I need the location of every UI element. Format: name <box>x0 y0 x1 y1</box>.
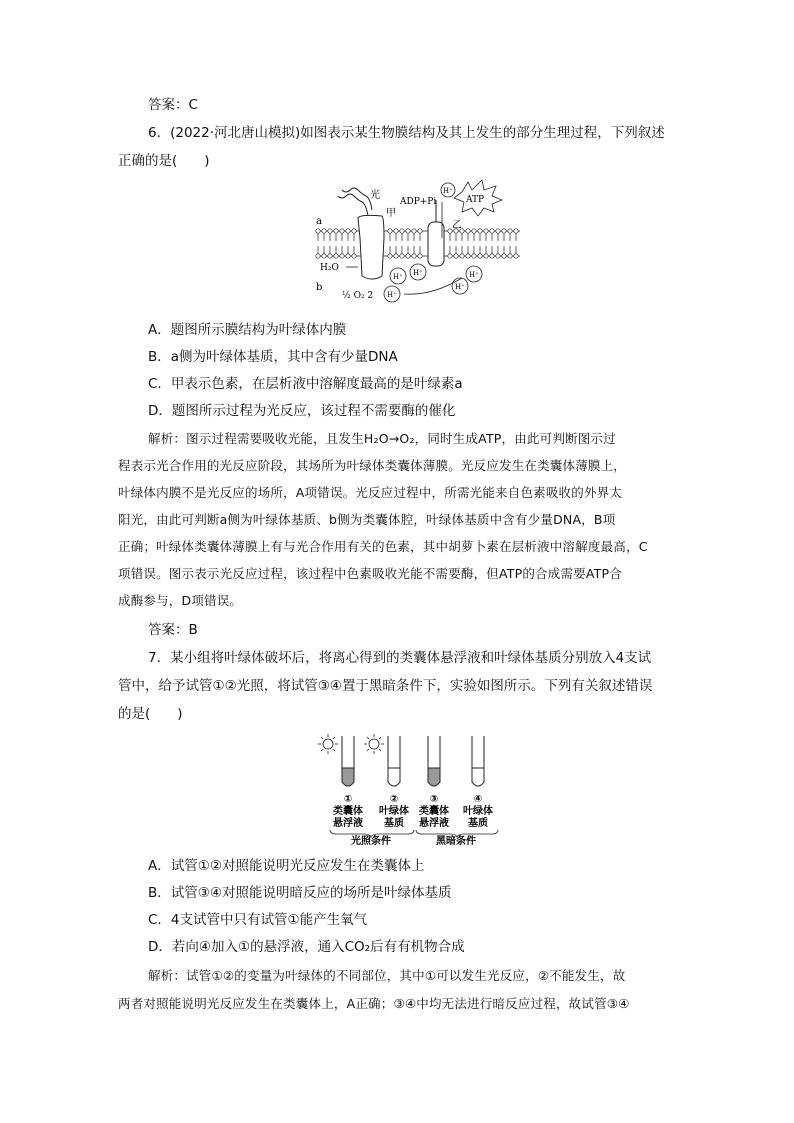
lipid-head <box>496 229 500 233</box>
tube-3-num: ③ <box>429 794 439 805</box>
label-side-b: b <box>316 282 323 293</box>
tube-4-label2: 基质 <box>468 818 488 829</box>
q7-stem-line2: 管中，给予试管①②光照，将试管③④置于黑暗条件下，实验如图所示。下列有关叙述错误 <box>118 678 653 694</box>
lipid-head <box>346 254 350 258</box>
q6-option-c: C．甲表示色素，在层析液中溶解度最高的是叶绿素a <box>148 376 463 392</box>
label-yi: 乙 <box>452 220 462 231</box>
lipid-head <box>406 254 410 258</box>
test-tube-svg <box>316 732 516 850</box>
tube-1-fill <box>342 768 354 786</box>
q7-solution-line1: 解析：试管①②的变量为叶绿体的不同部位，其中①可以发生光反应，②不能发生，故 <box>148 968 626 983</box>
label-atp: ATP <box>466 195 485 205</box>
q5-answer: 答案：C <box>148 97 198 113</box>
q6-stem-line1: 6．(2022·河北唐山模拟)如图表示某生物膜结构及其上发生的部分生理过程，下列叙述 <box>148 125 665 141</box>
lipid-head <box>418 254 422 258</box>
q6-option-d: D．题图所示过程为光反应，该过程不需要酶的催化 <box>148 403 456 419</box>
h-label-4: H⁺ <box>469 271 479 279</box>
lipid-head <box>352 254 356 258</box>
h-label-6: H⁺ <box>387 291 397 299</box>
lipid-head <box>466 229 470 233</box>
q7-option-a: A．试管①②对照能说明光反应发生在类囊体上 <box>148 858 425 874</box>
lipid-head <box>400 254 404 258</box>
label-h2o: H₂O <box>320 263 339 273</box>
q6-option-b: B．a侧为叶绿体基质，其中含有少量DNA <box>148 349 398 365</box>
lipid-head <box>478 229 482 233</box>
lipid-head <box>328 229 332 233</box>
lipid-head <box>454 254 458 258</box>
q7-option-c: C．4支试管中只有试管①能产生氧气 <box>148 912 368 928</box>
tube-3-fill <box>428 768 440 786</box>
lipid-head <box>394 229 398 233</box>
q6-stem-line2: 正确的是( ) <box>118 153 210 169</box>
lipid-head <box>502 254 506 258</box>
lipid-head <box>514 254 518 258</box>
lipid-head <box>340 229 344 233</box>
tube-4-fill <box>472 768 484 786</box>
lipid-head <box>448 254 452 258</box>
q6-solution-line7: 成酶参与，D项错误。 <box>118 593 243 608</box>
q7-stem-line1: 7．某小组将叶绿体破坏后，将离心得到的类囊体悬浮液和叶绿体基质分别放入4支试 <box>148 650 652 666</box>
lipid-head <box>496 254 500 258</box>
lipid-head <box>472 229 476 233</box>
lipid-head <box>412 254 416 258</box>
q6-solution-line4: 阳光，由此可判断a侧为叶绿体基质、b侧为类囊体腔，叶绿体基质中含有少量DNA，B项 <box>118 512 616 527</box>
lipid-head <box>334 254 338 258</box>
lipid-head <box>418 229 422 233</box>
tube-1-num: ① <box>343 794 353 805</box>
lipid-head <box>412 229 416 233</box>
q6-solution-line1: 解析：图示过程需要吸收光能，且发生H₂O→O₂，同时生成ATP，由此可判断图示过 <box>148 431 616 446</box>
tube-labels <box>333 794 493 847</box>
lipid-head <box>322 254 326 258</box>
lipid-head <box>460 254 464 258</box>
lipid-head <box>466 254 470 258</box>
group-dark-label: 黑暗条件 <box>436 836 476 847</box>
label-o2: ½ O₂ 2 <box>342 291 374 301</box>
tube-3-label2: 悬浮液 <box>419 818 449 829</box>
label-light: 光 <box>370 190 380 201</box>
q6-solution-line3: 叶绿体内膜不是光反应的场所，A项错误。光反应过程中，所需光能来自色素吸收的外界太 <box>118 485 623 500</box>
lipid-head <box>334 229 338 233</box>
test-tube-figure <box>316 732 516 850</box>
lipid-head <box>352 229 356 233</box>
membrane-diagram <box>312 178 524 306</box>
lipid-head <box>484 229 488 233</box>
lipid-head <box>400 229 404 233</box>
q6-option-a: A．题图所示膜结构为叶绿体内膜 <box>148 322 347 338</box>
group-light-label: 光照条件 <box>351 836 391 847</box>
lipid-head <box>472 254 476 258</box>
label-jia: 甲 <box>386 208 396 219</box>
lipid-head <box>388 229 392 233</box>
h-label-1: H⁺ <box>443 187 453 195</box>
tube-2-num: ② <box>389 794 399 805</box>
lipid-head <box>322 229 326 233</box>
lipid-head <box>490 229 494 233</box>
tube-2-label1: 叶绿体 <box>379 806 409 817</box>
q7-stem-line3: 的是( ) <box>118 706 183 722</box>
protein-jia <box>358 215 384 279</box>
lipid-head <box>514 229 518 233</box>
h-label-5: H⁺ <box>455 283 465 291</box>
lipid-head <box>508 254 512 258</box>
brace-light <box>330 830 414 837</box>
lipid-head <box>340 254 344 258</box>
sun-icon-1 <box>318 734 338 754</box>
q7-option-d: D．若向④加入①的悬浮液，通入CO₂后有有机物合成 <box>148 939 465 955</box>
lipid-head <box>502 229 506 233</box>
q7-option-b: B．试管③④对照能说明暗反应的场所是叶绿体基质 <box>148 885 452 901</box>
tube-1-label1: 类囊体 <box>333 806 363 817</box>
h-label-2: H⁺ <box>393 273 403 281</box>
tube-1-label2: 悬浮液 <box>333 818 363 829</box>
label-adp: ADP+Pi <box>400 197 437 207</box>
lipid-head <box>388 254 392 258</box>
q6-solution-line6: 项错误。图示表示光反应过程，该过程中色素吸收光能不需要酶，但ATP的合成需要ATP合 <box>118 566 622 581</box>
lipid-head <box>490 254 494 258</box>
lipid-head <box>394 254 398 258</box>
lipid-head <box>406 229 410 233</box>
label-side-a: a <box>316 216 322 227</box>
lipid-head <box>346 229 350 233</box>
lipid-head <box>316 229 320 233</box>
tube-2-fill <box>388 768 400 786</box>
sun-icon-2 <box>364 734 384 754</box>
light-wave-icon-2 <box>338 194 368 216</box>
q6-answer: 答案：B <box>148 622 198 638</box>
tube-4-num: ④ <box>473 794 483 805</box>
q6-solution-line2: 程表示光合作用的光反应阶段，其场所为叶绿体类囊体薄膜。光反应发生在类囊体薄膜上， <box>118 458 627 473</box>
membrane-svg <box>312 178 524 306</box>
tubes <box>342 736 484 786</box>
lipid-head <box>508 229 512 233</box>
h-label-3: H⁺ <box>413 269 423 277</box>
q6-solution-line5: 正确；叶绿体类囊体薄膜上有与光合作用有关的色素，其中胡萝卜素在层析液中溶解度最高，C <box>118 539 648 554</box>
lipid-head <box>328 254 332 258</box>
tube-4-label1: 叶绿体 <box>463 806 493 817</box>
lipid-head <box>316 254 320 258</box>
lipid-head <box>478 254 482 258</box>
q7-solution-line2: 两者对照能说明光反应发生在类囊体上，A正确；③④中均无法进行暗反应过程，故试管③④ <box>118 996 630 1011</box>
tube-3-label1: 类囊体 <box>419 806 449 817</box>
lipid-head <box>484 254 488 258</box>
tube-2-label2: 基质 <box>384 818 404 829</box>
